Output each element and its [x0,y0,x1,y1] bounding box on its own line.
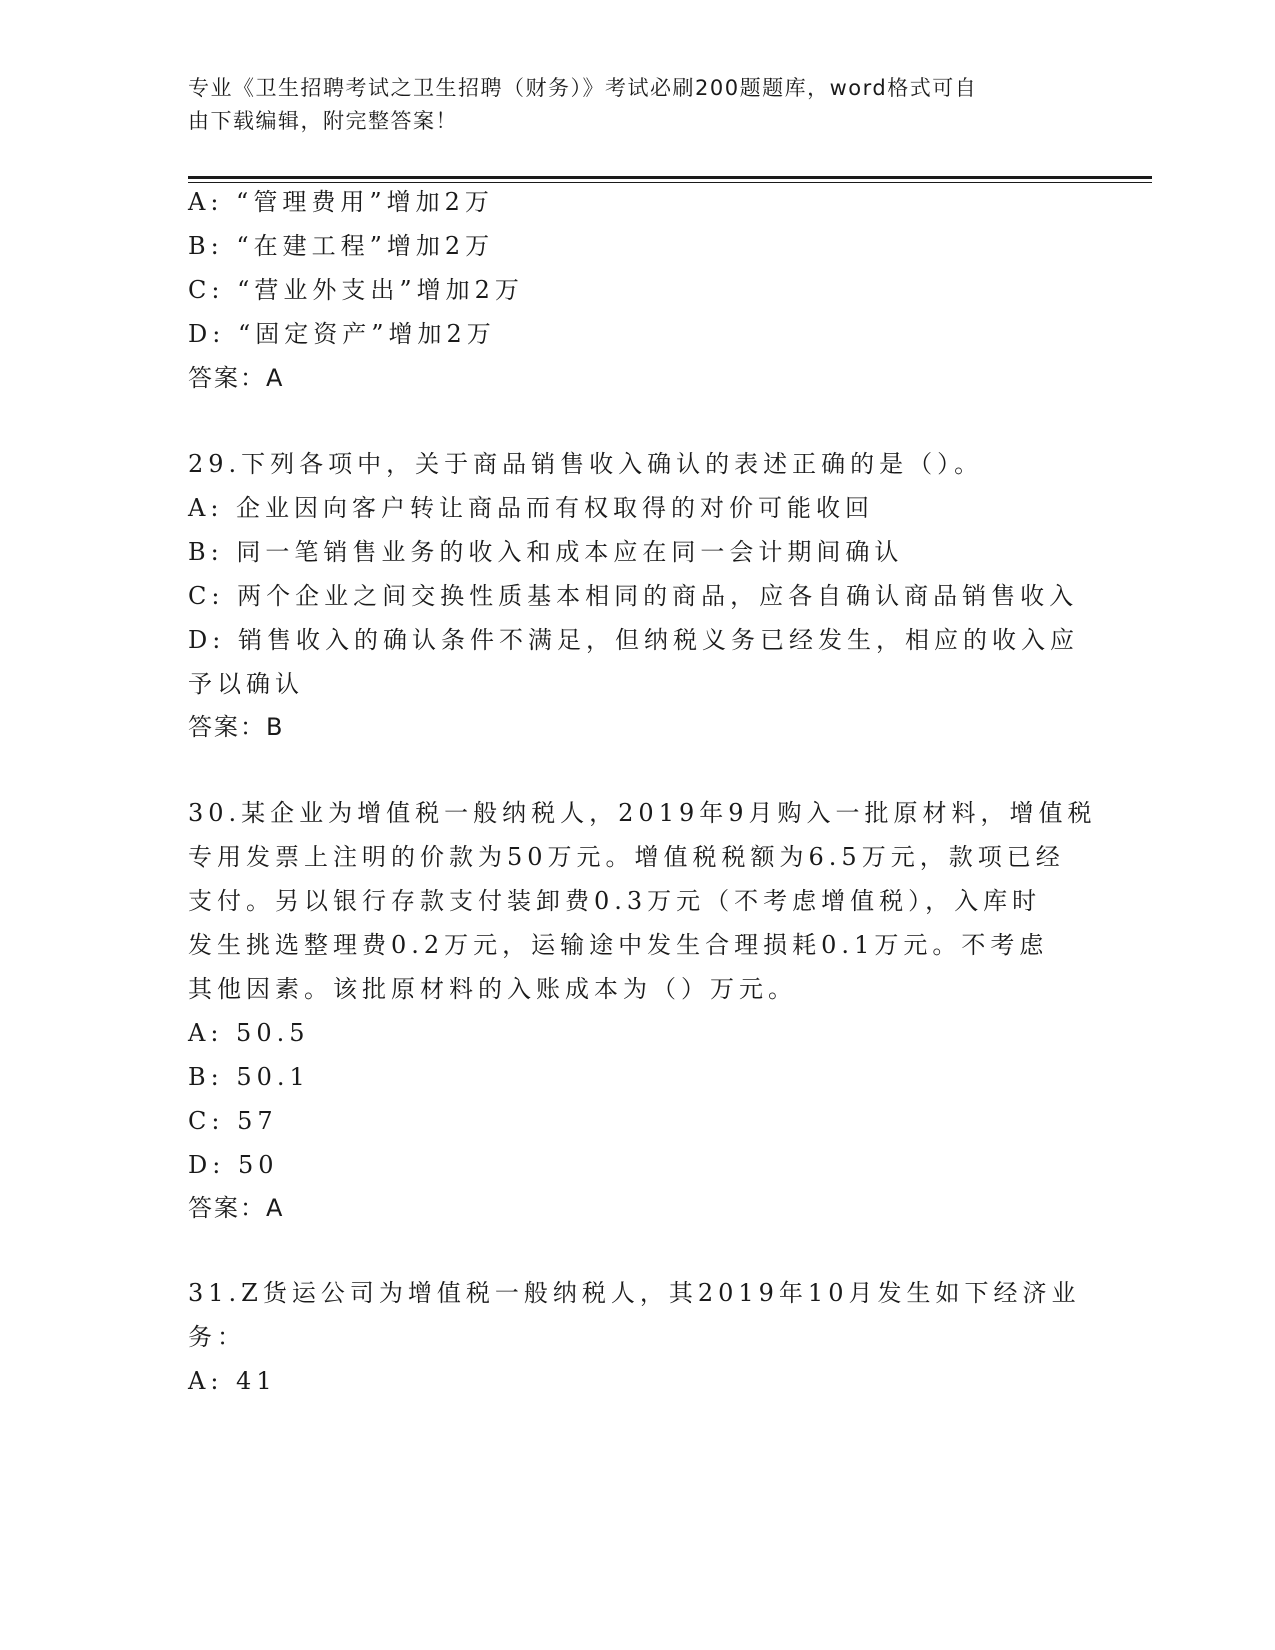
q30-stem-line-2: 专用发票上注明的价款为50万元。增值税税额为6.5万元，款项已经 [188,843,1065,871]
q29-answer: 答案：B [188,713,285,741]
q28-option-d: D: “固定资产”增加2万 [188,320,496,348]
q31-stem-line-1: 31.Z货运公司为增值税一般纳税人，其2019年10月发生如下经济业 [188,1279,1081,1307]
q29-option-d: D: 销售收入的确认条件不满足，但纳税义务已经发生，相应的收入应 [188,626,1079,654]
q30-stem-line-4: 发生挑选整理费0.2万元，运输途中发生合理损耗0.1万元。不考虑 [188,931,1049,959]
q30-option-b: B: 50.1 [188,1063,310,1091]
q31-option-a: A: 41 [188,1367,277,1395]
q28-option-a: A: “管理费用”增加2万 [188,188,494,216]
q30-stem-line-5: 其他因素。该批原材料的入账成本为（）万元。 [188,975,797,1003]
q30-option-c: C: 57 [188,1107,278,1135]
header-line-2: 由下载编辑，附完整答案！ [188,109,458,133]
q30-option-d: D: 50 [188,1151,279,1179]
header-divider-thin [188,182,1152,183]
header-divider-thick [188,176,1152,179]
q28-option-c: C: “营业外支出”增加2万 [188,276,524,304]
q30-answer: 答案：A [188,1194,285,1222]
header-line-1: 专业《卫生招聘考试之卫生招聘（财务）》考试必刷200题题库，word格式可自 [188,76,978,100]
q30-option-a: A: 50.5 [188,1019,310,1047]
q29-option-c: C: 两个企业之间交换性质基本相同的商品，应各自确认商品销售收入 [188,582,1079,610]
q29-option-b: B: 同一笔销售业务的收入和成本应在同一会计期间确认 [188,538,904,566]
q30-stem-line-1: 30.某企业为增值税一般纳税人，2019年9月购入一批原材料，增值税 [188,799,1097,827]
q31-stem-line-2: 务： [188,1323,246,1351]
q29-option-a: A: 企业因向客户转让商品而有权取得的对价可能收回 [188,494,875,522]
q28-option-b: B: “在建工程”增加2万 [188,232,495,260]
q29-stem: 29.下列各项中，关于商品销售收入确认的表述正确的是（）。 [188,450,984,478]
q29-option-d-continued: 予以确认 [188,670,304,698]
q30-stem-line-3: 支付。另以银行存款支付装卸费0.3万元（不考虑增值税），入库时 [188,887,1042,915]
document-header [188,72,1068,138]
q28-answer: 答案：A [188,364,285,392]
